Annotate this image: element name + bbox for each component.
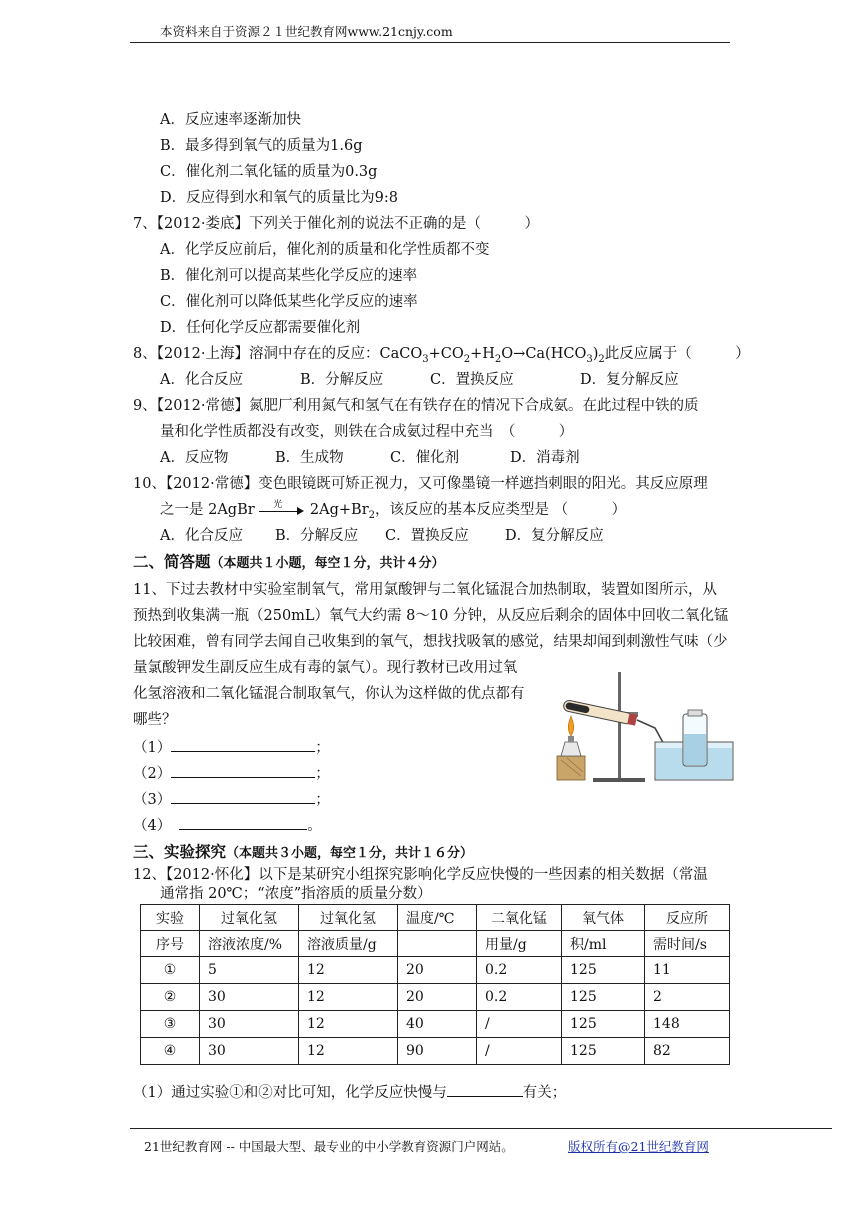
q12-line1: 12、【2012·怀化】以下是某研究小组探究影响化学反应快慢的一些因素的相关数据（常温 — [133, 867, 708, 883]
table-cell: 125 — [562, 984, 645, 1011]
table-cell: 5 — [200, 957, 299, 984]
table-row — [141, 1011, 730, 1038]
answer-blank[interactable] — [171, 763, 315, 778]
table-cell: 20 — [398, 957, 477, 984]
table-header-cell: 过氧化氢 — [200, 905, 299, 931]
table-cell: 40 — [398, 1011, 477, 1038]
answer-blank[interactable] — [447, 1082, 523, 1097]
table-header-cell: 序号 — [141, 931, 200, 957]
answer-blank[interactable] — [171, 789, 315, 804]
table-cell: 30 — [200, 1038, 299, 1065]
q10-option-d: D．复分解反应 — [505, 528, 604, 544]
table-cell: 0.2 — [477, 957, 562, 984]
q8-option-a: A．化合反应 — [160, 372, 243, 388]
table-header-cell: 氧气体 — [562, 905, 645, 931]
table-header-cell — [398, 931, 477, 957]
q11-line3: 比较困难，曾有同学去闻自己收集到的氧气，想找找吸氧的感觉，结果却闻到刺激性气味（少 — [133, 634, 728, 650]
table-cell: 30 — [200, 1011, 299, 1038]
table-cell: 0.2 — [477, 984, 562, 1011]
q11-line6: 哪些？ — [133, 712, 177, 728]
table-cell: 90 — [398, 1038, 477, 1065]
table-cell: 2 — [645, 984, 730, 1011]
q10-option-b: B．分解反应 — [275, 528, 359, 544]
q8-option-c: C．置换反应 — [430, 372, 514, 388]
table-cell: 12 — [299, 1038, 398, 1065]
q11-line5: 化氢溶液和二氧化锰混合制取氧气，你认为这样做的优点都有 — [133, 686, 525, 702]
q6-option-d: D．反应得到水和氧气的质量比为9:8 — [160, 190, 398, 206]
q6-option-b: B．最多得到氧气的质量为1.6g — [160, 138, 363, 154]
table-cell: 82 — [645, 1038, 730, 1065]
reaction-arrow-icon: 光 — [259, 503, 305, 517]
table-header-row-top — [141, 905, 730, 931]
table-header-cell: 溶液浓度/% — [200, 931, 299, 957]
q7-option-a: A．化学反应前后，催化剂的质量和化学性质都不变 — [160, 242, 490, 258]
q11-line1: 11、下过去教材中实验室制氧气，常用氯酸钾与二氧化锰混合加热制取，装置如图所示，从 — [133, 582, 717, 598]
q12-sub1: （1）通过实验①和②对比可知，化学反应快慢与 有关； — [133, 1082, 566, 1103]
table-cell: 125 — [562, 1011, 645, 1038]
q11-line4: 量氯酸钾发生副反应生成有毒的氯气）。现行教材已改用过氧 — [133, 660, 518, 676]
answer-blank[interactable] — [171, 737, 315, 752]
q10-options — [160, 526, 604, 546]
q8-stem: 8、【2012·上海】溶洞中存在的反应：$CaCO_3+CO_2+H_2O\to Ca(HCO_3)_2$此反应属于（ ） — [133, 346, 750, 365]
table-header-cell: 实验 — [141, 905, 200, 931]
q10-option-c: C．置换反应 — [385, 528, 469, 544]
table-header-row-bottom — [141, 931, 730, 957]
table-cell: / — [477, 1038, 562, 1065]
q10-line2: 之一是 2AgBr 光 $2Ag+Br_2$，该反应的基本反应类型是 （ ） — [160, 500, 627, 521]
q9-line1: 9、【2012·常德】氮肥厂利用氮气和氢气在有铁存在的情况下合成氨。在此过程中铁的质 — [133, 398, 699, 414]
table-header-cell: 需时间/s — [645, 931, 730, 957]
q9-option-b: B．生成物 — [275, 450, 344, 466]
q9-option-d: D．消毒剂 — [510, 450, 580, 466]
q7-option-d: D．任何化学反应都需要催化剂 — [160, 320, 361, 336]
table-cell-index: ④ — [141, 1038, 200, 1065]
table-header-cell: 二氧化锰 — [477, 905, 562, 931]
table-cell: 11 — [645, 957, 730, 984]
table-cell: 12 — [299, 1011, 398, 1038]
table-cell-index: ③ — [141, 1011, 200, 1038]
q10-line1: 10、【2012·常德】变色眼镜既可矫正视力，又可像墨镜一样遮挡刺眼的阳光。其反应原理 — [133, 476, 708, 492]
q8-option-b: B．分解反应 — [300, 372, 384, 388]
table-header-cell: 温度/℃ — [398, 905, 477, 931]
q9-option-c: C．催化剂 — [390, 450, 460, 466]
table-header-cell: 用量/g — [477, 931, 562, 957]
q6-option-c: C．催化剂二氧化锰的质量为0.3g — [160, 164, 378, 180]
table-cell: 30 — [200, 984, 299, 1011]
q11-blank-2: （2） ； — [133, 763, 330, 784]
table-cell: 125 — [562, 957, 645, 984]
table-cell: 20 — [398, 984, 477, 1011]
table-cell-index: ② — [141, 984, 200, 1011]
page-header — [130, 22, 730, 43]
table-cell: 12 — [299, 957, 398, 984]
experiment-data-table — [140, 904, 730, 1065]
header-source-text: 本资料来自于资源２１世纪教育网www.21cnjy.com — [160, 24, 453, 39]
footer-site-text: 21世纪教育网 -- 中国最大型、最专业的中小学教育资源门户网站。 — [144, 1139, 514, 1154]
q11-blank-3: （3） ； — [133, 789, 330, 810]
q11-blank-1: （1） ； — [133, 737, 330, 758]
q6-option-a: A．反应速率逐渐加快 — [160, 112, 301, 128]
section3-heading: 三、实验探究（本题共３小题，每空１分，共计１６分） — [133, 843, 474, 861]
table-cell: 12 — [299, 984, 398, 1011]
table-header-cell: 溶液质量/g — [299, 931, 398, 957]
q11-line2: 预热到收集满一瓶（250mL）氧气大约需 8～10 分钟，从反应后剩余的固体中回收二氧化锰 — [133, 608, 729, 624]
answer-blank[interactable] — [179, 815, 307, 830]
q11-blank-4: （4） 。 — [133, 815, 322, 836]
q12-line2: 通常指 20℃；“浓度”指溶质的质量分数） — [160, 886, 432, 902]
q7-option-c: C．催化剂可以降低某些化学反应的速率 — [160, 294, 418, 310]
q7-stem: 7、【2012·娄底】下列关于催化剂的说法不正确的是（ ） — [133, 216, 539, 232]
q9-option-a: A．反应物 — [160, 450, 229, 466]
table-header-cell: 积/ml — [562, 931, 645, 957]
table-cell: 125 — [562, 1038, 645, 1065]
q10-option-a: A．化合反应 — [160, 528, 243, 544]
table-cell-index: ① — [141, 957, 200, 984]
table-cell: 148 — [645, 1011, 730, 1038]
table-row — [141, 957, 730, 984]
footer-copyright-link[interactable]: 版权所有@21世纪教育网 — [568, 1139, 709, 1154]
table-cell: / — [477, 1011, 562, 1038]
q9-line2: 量和化学性质都没有改变，则铁在合成氨过程中充当 （ ） — [160, 424, 574, 440]
table-header-cell: 反应所 — [645, 905, 730, 931]
oxygen-apparatus-illustration — [555, 668, 735, 784]
q7-option-b: B．催化剂可以提高某些化学反应的速率 — [160, 268, 418, 284]
table-row — [141, 984, 730, 1011]
q8-options — [160, 370, 679, 390]
table-header-cell: 过氧化氢 — [299, 905, 398, 931]
q8-option-d: D．复分解反应 — [580, 372, 679, 388]
section2-heading: 二、简答题（本题共１小题，每空１分，共计４分） — [133, 553, 445, 571]
page-footer — [130, 1128, 832, 1154]
table-row — [141, 1038, 730, 1065]
q9-options — [160, 448, 580, 468]
